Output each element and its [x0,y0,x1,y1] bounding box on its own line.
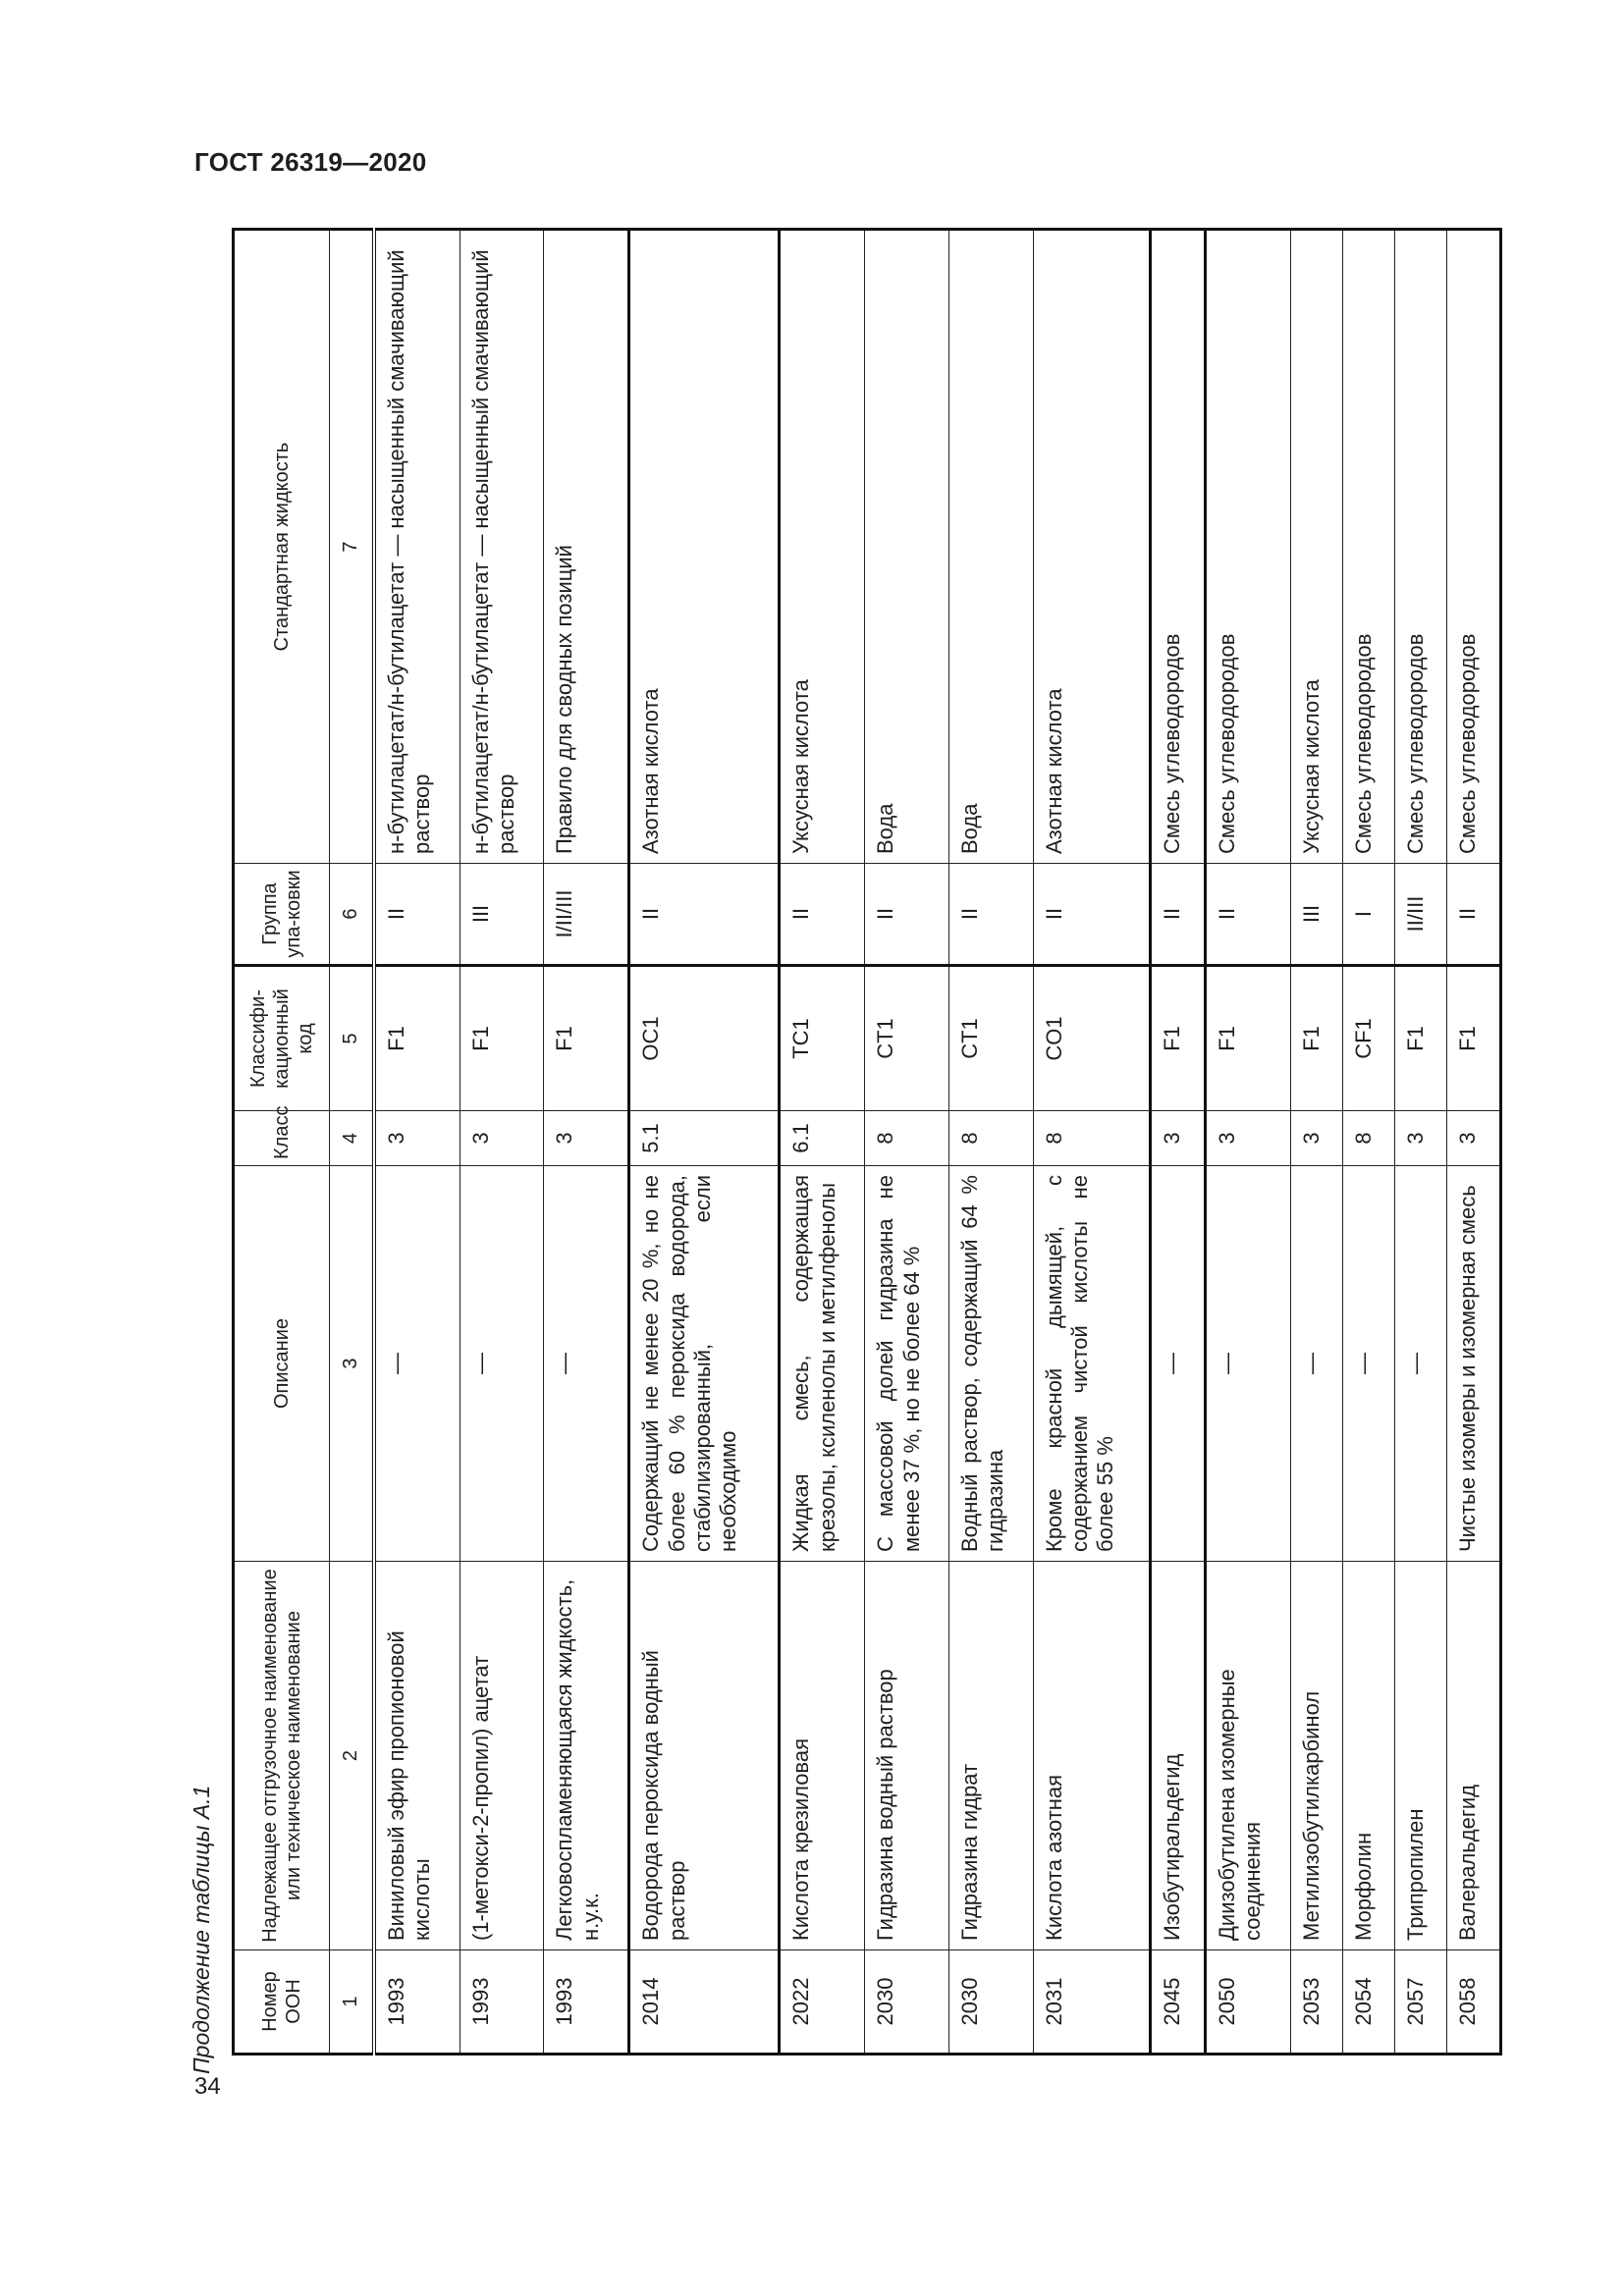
header-row [234,230,330,2055]
cell-classification-code: CO1 [1033,966,1150,1111]
cell-un-number: 1993 [460,1950,544,2055]
table-row [544,230,629,2055]
cell-un-number: 2058 [1447,1950,1501,2055]
column-header: Надлежащее отгрузочное наименование или техническое наименование [234,1562,330,1950]
cell-class: 3 [1447,1111,1501,1166]
cell-class: 3 [1150,1111,1205,1166]
cell-packing-group: II [1205,864,1290,966]
table-row [1395,230,1447,2055]
cell-description: Кроме красной дымящей, с содержанием чистой кислоты не более 55 % [1033,1166,1150,1562]
cell-description: — [1290,1166,1342,1562]
table-row [1205,230,1290,2055]
cell-classification-code: F1 [1205,966,1290,1111]
cell-standard-liquid: н-бутилацетат/н-бутилацетат — насыщенный смачивающий раствор [374,230,460,864]
table-row [948,230,1033,2055]
cell-standard-liquid: Азотная кислота [1033,230,1150,864]
cell-classification-code: F1 [460,966,544,1111]
cell-shipping-name: Гидразина водный раствор [865,1562,949,1950]
cell-description: — [1342,1166,1394,1562]
cell-shipping-name: (1-метокси-2-пропил) ацетат [460,1562,544,1950]
cell-class: 3 [1205,1111,1290,1166]
table-row [1150,230,1205,2055]
column-number: 1 [330,1950,374,2055]
table-row [1447,230,1501,2055]
cell-classification-code: CT1 [948,966,1033,1111]
cell-standard-liquid: Уксусная кислота [1290,230,1342,864]
cell-un-number: 1993 [544,1950,629,2055]
document-title: ГОСТ 26319—2020 [194,147,427,177]
table-row [1290,230,1342,2055]
cell-standard-liquid: Смесь углеводородов [1150,230,1205,864]
cell-standard-liquid: Правило для сводных позиций [544,230,629,864]
column-number: 5 [330,966,374,1111]
cell-class: 3 [460,1111,544,1166]
cell-description: Чистые изомеры и изомерная смесь [1447,1166,1501,1562]
cell-standard-liquid: Смесь углеводородов [1342,230,1394,864]
cell-classification-code: F1 [1447,966,1501,1111]
cell-classification-code: F1 [374,966,460,1111]
cell-shipping-name: Легковоспламеняющаяся жидкость, н.у.к. [544,1562,629,1950]
cell-un-number: 2030 [865,1950,949,2055]
column-header: Группа упа-ковки [234,864,330,966]
cell-un-number: 2045 [1150,1950,1205,2055]
cell-classification-code: CT1 [865,966,949,1111]
table-row [374,230,460,2055]
rotated-table-container [232,231,1502,2056]
cell-un-number: 2031 [1033,1950,1150,2055]
cell-packing-group: II [629,864,780,966]
cell-standard-liquid: Смесь углеводородов [1395,230,1447,864]
column-number: 3 [330,1166,374,1562]
cell-shipping-name: Кислота азотная [1033,1562,1150,1950]
cell-packing-group: III [1290,864,1342,966]
table-row [1033,230,1150,2055]
cell-class: 3 [1290,1111,1342,1166]
cell-description: — [544,1166,629,1562]
cell-shipping-name: Морфолин [1342,1562,1394,1950]
cell-un-number: 2050 [1205,1950,1290,2055]
cell-description: Содержащий не менее 20 %, но не более 60 % пероксида водорода, стабилизированный, если необходимо [629,1166,780,1562]
column-number: 2 [330,1562,374,1950]
cell-shipping-name: Валеральдегид [1447,1562,1501,1950]
cell-un-number: 2014 [629,1950,780,2055]
cell-un-number: 1993 [374,1950,460,2055]
table-row [460,230,544,2055]
cell-packing-group: II [374,864,460,966]
data-table [232,228,1502,2056]
cell-classification-code: F1 [1150,966,1205,1111]
cell-description: — [1205,1166,1290,1562]
cell-packing-group: II [865,864,949,966]
cell-class: 3 [544,1111,629,1166]
column-header: Класс [234,1111,330,1166]
cell-un-number: 2054 [1342,1950,1394,2055]
table-row [780,230,865,2055]
cell-classification-code: TC1 [780,966,865,1111]
cell-standard-liquid: н-бутилацетат/н-бутилацетат — насыщенный смачивающий раствор [460,230,544,864]
column-header: Номер ООН [234,1950,330,2055]
column-number: 4 [330,1111,374,1166]
page-number: 34 [194,2073,221,2100]
cell-packing-group: II [948,864,1033,966]
cell-standard-liquid: Вода [865,230,949,864]
table-row [1342,230,1394,2055]
cell-un-number: 2053 [1290,1950,1342,2055]
cell-description: — [1150,1166,1205,1562]
column-header: Классифи-кационный код [234,966,330,1111]
cell-description: Водный раствор, содержащий 64 % гидразина [948,1166,1033,1562]
cell-class: 6.1 [780,1111,865,1166]
cell-class: 3 [1395,1111,1447,1166]
cell-packing-group: II [780,864,865,966]
table-row [865,230,949,2055]
cell-packing-group: I/II/III [544,864,629,966]
cell-shipping-name: Трипропилен [1395,1562,1447,1950]
cell-shipping-name: Виниловый эфир пропионовой кислоты [374,1562,460,1950]
cell-un-number: 2057 [1395,1950,1447,2055]
cell-classification-code: OC1 [629,966,780,1111]
cell-un-number: 2030 [948,1950,1033,2055]
cell-standard-liquid: Азотная кислота [629,230,780,864]
cell-classification-code: F1 [1290,966,1342,1111]
cell-class: 8 [1033,1111,1150,1166]
cell-description: — [374,1166,460,1562]
column-number-row [330,230,374,2055]
cell-shipping-name: Гидразина гидрат [948,1562,1033,1950]
cell-packing-group: II [1150,864,1205,966]
cell-classification-code: CF1 [1342,966,1394,1111]
cell-packing-group: II/III [1395,864,1447,966]
cell-standard-liquid: Смесь углеводородов [1447,230,1501,864]
cell-class: 8 [948,1111,1033,1166]
cell-packing-group: III [460,864,544,966]
column-number: 7 [330,230,374,864]
cell-shipping-name: Изобутиральдегид [1150,1562,1205,1950]
cell-classification-code: F1 [544,966,629,1111]
cell-class: 8 [865,1111,949,1166]
cell-shipping-name: Диизобутилена изомерные соединения [1205,1562,1290,1950]
column-number: 6 [330,864,374,966]
cell-shipping-name: Водорода пероксида водный раствор [629,1562,780,1950]
cell-packing-group: II [1033,864,1150,966]
cell-description: — [1395,1166,1447,1562]
cell-standard-liquid: Смесь углеводородов [1205,230,1290,864]
cell-packing-group: I [1342,864,1394,966]
column-header: Описание [234,1166,330,1562]
cell-class: 3 [374,1111,460,1166]
column-header: Стандартная жидкость [234,230,330,864]
cell-class: 5.1 [629,1111,780,1166]
cell-un-number: 2022 [780,1950,865,2055]
cell-shipping-name: Кислота крезиловая [780,1562,865,1950]
table-caption: Продолжение таблицы А.1 [189,1785,214,2074]
cell-shipping-name: Метилизобутилкарбинол [1290,1562,1342,1950]
cell-standard-liquid: Уксусная кислота [780,230,865,864]
cell-class: 8 [1342,1111,1394,1166]
cell-classification-code: F1 [1395,966,1447,1111]
cell-description: Жидкая смесь, содержащая крезолы, ксиленолы и метилфенолы [780,1166,865,1562]
table-row [629,230,780,2055]
cell-packing-group: II [1447,864,1501,966]
cell-standard-liquid: Вода [948,230,1033,864]
cell-description: — [460,1166,544,1562]
cell-description: С массовой долей гидразина не менее 37 %, но не более 64 % [865,1166,949,1562]
